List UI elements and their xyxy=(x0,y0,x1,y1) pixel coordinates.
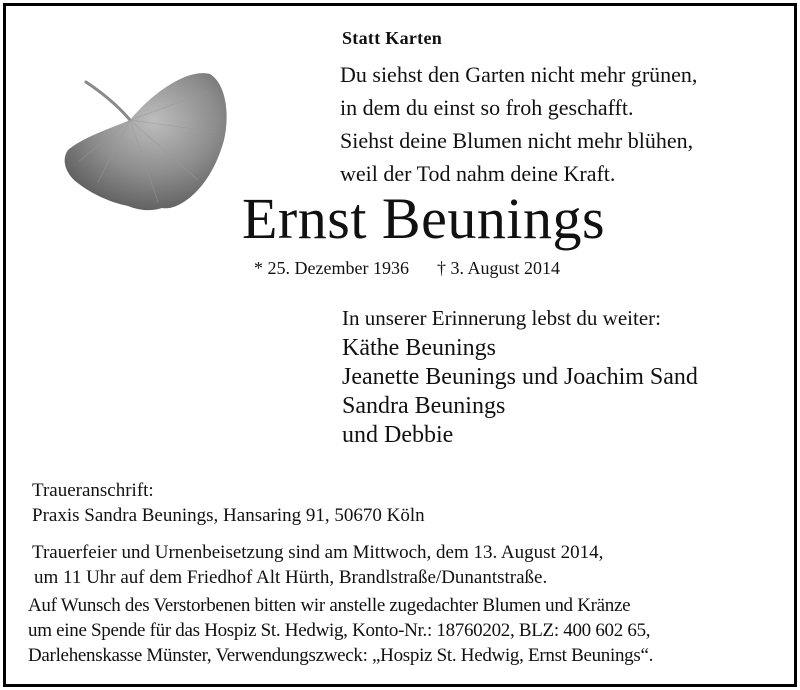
poem-line: weil der Tod nahm deine Kraft. xyxy=(340,161,616,186)
poem-line: in dem du einst so froh geschafft. xyxy=(340,95,634,120)
deceased-name: Ernst Beunings xyxy=(242,186,606,251)
donation-request xyxy=(28,593,653,668)
mourner-name: Sandra Beunings xyxy=(342,393,506,419)
ceremony-line: um 11 Uhr auf dem Friedhof Alt Hürth, Brandlstraße/Dunantstraße. xyxy=(34,567,548,588)
mourners-list xyxy=(342,334,698,450)
address-line: Praxis Sandra Beunings, Hansaring 91, 50670 Köln xyxy=(32,505,425,526)
mourner-name: Jeanette Beunings und Joachim Sand xyxy=(342,364,698,390)
death-date: † 3. August 2014 xyxy=(436,258,560,278)
poem-line: Siehst deine Blumen nicht mehr blühen, xyxy=(340,128,694,153)
mourner-name: Käthe Beunings xyxy=(342,335,496,361)
ginkgo-leaf-icon xyxy=(58,62,233,217)
donation-line: um eine Spende für das Hospiz St. Hedwig, Konto-Nr.: 18760202, BLZ: 400 602 65, xyxy=(28,620,651,641)
address-label: Traueranschrift: xyxy=(32,480,154,501)
mourner-name: und Debbie xyxy=(342,422,454,448)
life-dates xyxy=(254,258,560,279)
ceremony-info xyxy=(32,540,603,590)
poem-line: Du siehst den Garten nicht mehr grünen, xyxy=(340,62,698,87)
statt-karten-heading: Statt Karten xyxy=(342,28,443,48)
remembrance-intro: In unserer Erinnerung lebst du weiter: xyxy=(342,306,661,330)
birth-date: * 25. Dezember 1936 xyxy=(254,258,409,278)
donation-line: Auf Wunsch des Verstorbenen bitten wir anstelle zugedachter Blumen und Kränze xyxy=(28,595,631,616)
poem xyxy=(340,58,697,190)
mourning-address xyxy=(32,478,425,528)
ceremony-line: Trauerfeier und Urnenbeisetzung sind am Mittwoch, dem 13. August 2014, xyxy=(32,542,604,563)
donation-line: Darlehenskasse Münster, Verwendungszweck: „Hospiz St. Hedwig, Ernst Beunings“. xyxy=(28,645,654,666)
